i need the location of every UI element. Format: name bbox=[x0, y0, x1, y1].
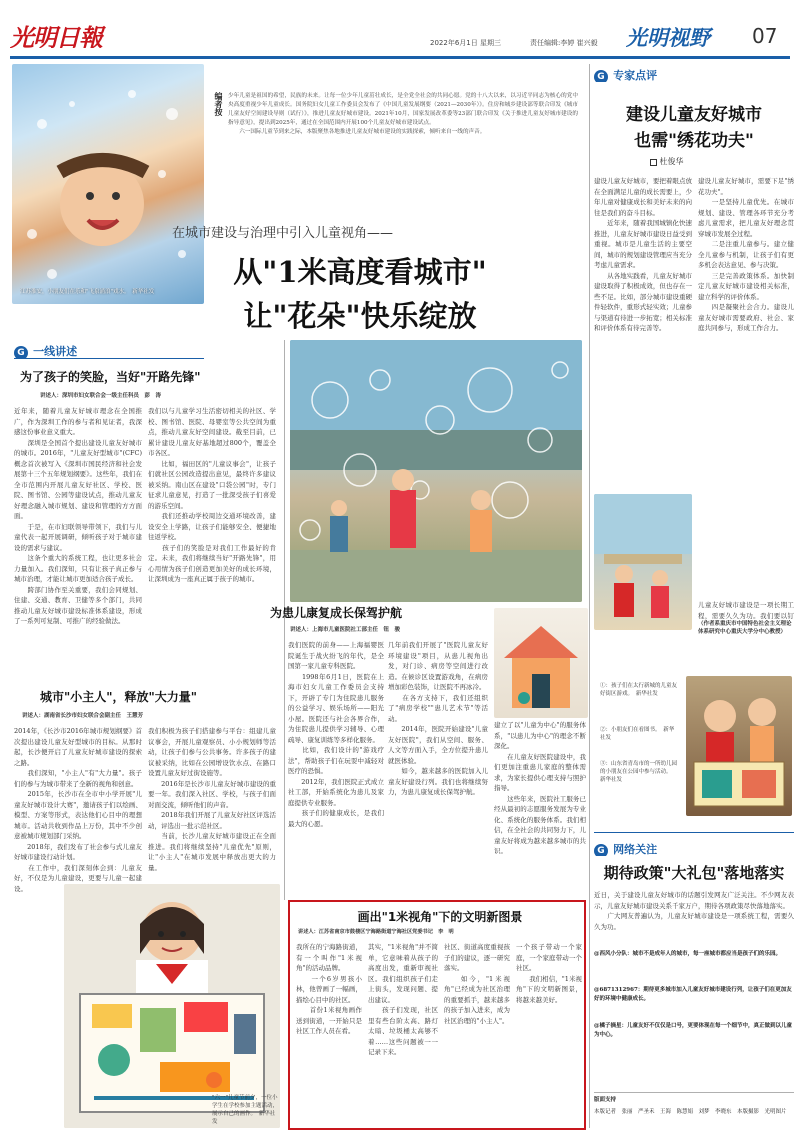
middle-article-byline: 讲述人：上海市儿童医院社工部主任 钮 骏 bbox=[290, 627, 401, 633]
middle-article-col2: 几年前我们开展了"医院儿童友好环境建设"项目，从患儿视角出发，对门诊、病房等空间进行改造。在候诊区设置游戏角，在病房增加彩色装饰，让医院不再冰冷。 在各方支持下，我们还组织了"病房学校""患儿艺术节"等活动。 2014年，医院开始建设"儿童友好医院"，我们从空间、服务、人文等方面入手，全方位提升患儿就医体验。 如今，越来越多的医院加入儿童友好建设行列。我们也将继续努力，为患儿康复成长保驾护航。 bbox=[388, 641, 488, 796]
weekday: 星期三 bbox=[479, 39, 501, 47]
newspaper-logo: 光明日報 bbox=[10, 23, 102, 48]
credits-rule bbox=[594, 1092, 794, 1093]
expert-section-title: 专家点评 bbox=[613, 69, 658, 82]
netizen-g-icon: G bbox=[594, 844, 608, 856]
netizen-body: 近日，关于建设儿童友好城市的话题引发网友广泛关注。不少网友表示，儿童友好城市建设关系千家万户，期待各项政策尽快落地落实。 广大网友普遍认为，儿童友好城市建设是一项系统工程，需要久久为功。 bbox=[594, 891, 794, 931]
middle-article-col1: 我们医院的前身——上海福婴医院诞生于战火纷飞的年代，是全国第一家儿童专科医院。 1998年6月1日，医院在上海市妇女儿童工作委员会支持下，开辟了专门为住院患儿服务的公益学习、娱乐场所——阳光小屋。医院还与社会各界合作，为住院患儿提供学习辅导、心理疏导、康复训练等多样化服务。 比如，我们设计的"游戏疗法"，帮助孩子们在玩耍中减轻对医疗的恐惧。 2012年，我们医院正式成立社工部，开始系统化为患儿及家庭提供专业服务。 孩子们的健康成长，是我们最大的心愿。 bbox=[288, 641, 384, 828]
bubbles-illustration bbox=[290, 340, 582, 602]
civilization-title: 画出"1米视角"下的文明新图景 bbox=[357, 910, 523, 924]
masthead-rule bbox=[10, 56, 790, 59]
frontline-g-icon: G bbox=[14, 346, 28, 358]
netizen-comment-3: @橘子摘星：儿童友好不仅仅是口号，更要体现在每一个细节中，真正做到以儿童为中心。 bbox=[594, 1023, 793, 1038]
expert-title-line-2: 也需"绣花功夫" bbox=[634, 131, 754, 148]
article1-col2: 我们以与儿童学习生活密切相关的社区、学校、图书馆、医院、母婴室等公共空间为重点，推动儿童友好空间建设。截至目前，已累计建设儿童友好基地超过800个，覆盖全市各区。 比如，福田区的"儿童议事会"，让孩子们就社区公园改造提出意见，最终许多建议被采纳。南山区在建设"口袋公园"时，专门征求儿童意见，打造了一批深受孩子们喜爱的游乐空间。 我们还推动学校周边交通环境改善，建设安全上学路，让孩子们能够安全、便捷地往返学校。 孩子们的笑脸是对我们工作最好的肯定。未来，我们将继续当好"开路先锋"，用心用情为孩子们创造更加美好的成长环境，让深圳成为一座真正属于孩子的城市。 bbox=[148, 407, 276, 583]
civilization-byline: 讲述人：江苏省南京市鼓楼区宁海路街道宁海社区党委书记 李 明 bbox=[298, 929, 454, 935]
kids-reading-photo bbox=[686, 676, 792, 816]
headline-kicker: 在城市建设与治理中引入儿童视角—— bbox=[172, 226, 394, 240]
expert-section-header bbox=[594, 64, 794, 82]
girl-painting-illustration bbox=[64, 884, 280, 1128]
article2-col1-continued bbox=[14, 926, 62, 1122]
kids-reading-illustration bbox=[686, 676, 792, 816]
page-number: 07 bbox=[752, 24, 778, 48]
headline-line-2: 让"花朵"快乐绽放 bbox=[243, 299, 477, 333]
expert-col3: 儿童友好城市建设是一项长期工程，需要久久为功。我们要以钉 bbox=[698, 601, 794, 620]
expert-col2: 建设儿童友好城市，需要下足"绣花功夫"。 一是坚持儿童优先。在城市规划、建设、管理各环节充分考虑儿童需求，把儿童友好理念贯穿城市发展全过程。 二是注重儿童参与。建立健全儿童参与机制，让孩子们有更多机会表达意见、参与决策。 三是完善政策体系。加快制定儿童友好城市建设相关标准，建立科学的评价体系。 四是凝聚社会合力。建设儿童友好城市需要政府、社会、家庭共同参与，形成工作合力。 bbox=[698, 177, 794, 332]
civilization-col1: 我所在的宁海路街道，有一个叫作"1米视角"的活动品牌。 一个6岁男孩小林，他曾画了一幅画，描绘心目中的社区。 首份1米视角画作送到街道，一开始只是社区工作人员在看。 bbox=[296, 943, 362, 1035]
article2-col1: 2014年，《长沙市2016年城市规划纲要》首次提出建设儿童友好型城市的目标。从那时起，长沙便开启了儿童友好城市建设的探索之路。 我们深知，"小主人"有"大力量"。孩子们的参与为城市带来了全新的视角和创意。 2015年，长沙市在全市中小学开展"儿童友好城市设计大赛"，邀请孩子们以绘画、模型、方案等形式，表达他们心目中的理想城市。活动共收到作品上万份，其中不少创意被城市规划部门采纳。 2018年，我们发布了社会参与式儿童友好城市建设行动计划。 在工作中，我们深刻体会到：儿童友好，不仅是为儿童建设，更要与儿童一起建设。 bbox=[14, 727, 142, 893]
expert-author bbox=[650, 156, 770, 168]
photo-caption-2: ②：小朋友们在看图书。 新华社发 bbox=[600, 727, 675, 741]
children-activity-photo bbox=[594, 494, 692, 630]
reading-corner-photo bbox=[494, 608, 588, 718]
photo-caption-1: ①：孩子们在太行新城的儿童友好街区游戏。 新华社发 bbox=[600, 683, 678, 697]
article2-byline: 讲述人：湖南省长沙市妇女联合会副主任 王慧芳 bbox=[22, 713, 144, 719]
expert-title-line-1: 建设儿童友好城市 bbox=[626, 105, 762, 122]
frontline-section-title: 一线讲述 bbox=[33, 345, 78, 358]
middle-article-title: 为患儿康复成长保驾护航 bbox=[270, 606, 403, 620]
article2-title: 城市"小主人"，释放"大力量" bbox=[40, 690, 198, 704]
expert-signature: （作者系重庆市中国特色社会主义理论体系研究中心重庆大学分中心教授） bbox=[698, 621, 792, 635]
date: 2022年6月1日 bbox=[430, 39, 478, 47]
editor-note-label: 编者按 bbox=[214, 92, 224, 116]
editor-note bbox=[210, 92, 580, 200]
girl-photo-caption: "六一"儿童节前夕，一位小学生在学校参加主题活动，展示自己的画作。 新华社发 bbox=[212, 1095, 278, 1125]
expert-col1: 建设儿童友好城市，要把着眼点放在全面满足儿童的成长需要上，少年儿童对健康成长和美好未来的向往是我们的奋斗目标。 近年来，随着我国城镇化快速推进，儿童友好城市建设日益受到重视。城市是儿童生活的主要空间，城市的规划建设管理应当充分考虑儿童需求。 从各地实践看，儿童友好城市建设取得了积极成效，但也存在一些不足。比如，部分城市建设重硬件轻软件，重形式轻实效；儿童参与渠道有待进一步拓宽；相关标准和评价体系有待完善等。 bbox=[594, 177, 692, 332]
civilization-col2: 其实，"1米视角"并不简单，它意味着从孩子的高度出发，重新审视社区。我们组织孩子们走上街头，发现问题、提出建议。 孩子们发现，社区里有些台阶太高、路灯太暗、垃圾桶太高够不着……这些问题被一一记录下来。 bbox=[368, 943, 438, 1056]
frontline-section-header bbox=[14, 340, 134, 358]
top-photo-caption: 江苏淮安，小朋友们在乐和"飞泉涌浪"戏水。 新华社发 bbox=[20, 289, 155, 295]
masthead bbox=[0, 0, 800, 62]
article1-title: 为了孩子的笑脸，当好"开路先锋" bbox=[20, 370, 201, 384]
civilization-box bbox=[288, 900, 586, 1130]
section-name: 光明视野 bbox=[626, 26, 710, 50]
expert-g-icon: G bbox=[594, 70, 608, 82]
credits-body: 本版记者 张丽 严圣禾 王海 陈慧娟 刘梦 李晓东 本版摄影 光明图片 bbox=[594, 1109, 787, 1115]
middle-article-col3: 建立了以"儿童为中心"的服务体系，"以患儿为中心"的理念不断深化。 在儿童友好医院建设中，我们更加注重患儿家庭的整体需求，为家长提供心理支持与照护指导。 这些年来，医院社工服务已经从最初的志愿服务发展为专业化、系统化的服务体系。我们相信，在全社会的共同努力下，儿童友好将成为越来越多城市的共识。 bbox=[494, 721, 586, 855]
netizen-title: 期待政策"大礼包"落地落实 bbox=[603, 864, 785, 882]
photo-caption-3: ③：山东省青岛市的一所幼儿园的小朋友在公园中参与活动。 新华社发 bbox=[600, 761, 678, 783]
netizen-comments bbox=[594, 950, 794, 1068]
editor-note-body: 少年儿童是祖国的希望，民族的未来。让每一位少年儿童茁壮成长，是全党全社会的共同心愿。党的十八大以来，以习近平同志为核心的党中央高度重视少年儿童成长。国务院妇女儿童工作委员会发布了《中国儿童发展纲要（2021—2030年）》。住房和城乡建设部等联合印发《城市儿童友好空间建设导则（试行）》，推进儿童友好城市建设。2021年10月，国家发展改革委等23部门联合印发《关于推进儿童友好城市建设的指导意见》，提出到2025年，通过在全国范围内开展100个儿童友好城市建设试点。 六一国际儿童节到来之际，本版聚焦各地推进儿童友好城市建设的实践探索，倾听来自一线的声音。 bbox=[228, 93, 578, 135]
netizen-rule bbox=[594, 832, 794, 833]
credits-title: 版面支持 bbox=[594, 1097, 617, 1103]
girl-with-painting-photo bbox=[64, 884, 280, 1128]
bubbles-playground-photo bbox=[290, 340, 582, 602]
reading-corner-illustration bbox=[494, 608, 588, 718]
netizen-comment-2: @6871312967：期待更多城市加入儿童友好城市建设行列，让孩子们在更加友好的环境中健康成长。 bbox=[594, 987, 792, 1002]
netizen-section-title: 网络关注 bbox=[613, 843, 658, 856]
netizen-section-header bbox=[594, 838, 794, 856]
main-headline bbox=[120, 222, 580, 342]
column-divider bbox=[589, 64, 590, 1128]
article2-col2: 我们积极为孩子们搭建参与平台：组建儿童议事会，开展儿童观察员、小小规划师等活动，让孩子们参与公共事务。许多孩子的建议被采纳，比如在公园增设饮水点、在路口设置儿童友好过街设施等。 2016年是长沙市儿童友好城市建设的重要一年。我们深入社区、学校，与孩子们面对面交流，倾听他们的声音。 2018年我们开展了儿童友好社区评选活动，评选出一批示范社区。 当前，长沙儿童友好城市建设正在全面推进。我们将继续坚持"儿童优先"原则，让"小主人"在城市发展中释放出更大的力量。 bbox=[148, 727, 276, 872]
frontline-rule bbox=[14, 358, 204, 359]
expert-author-name: 杜俊华 bbox=[659, 157, 684, 166]
children-activity-illustration bbox=[594, 494, 692, 630]
civilization-col3: 社区、街道高度重视孩子们的建议，逐一研究落实。 如今，"1米视角"已经成为社区治理的重要抓手，越来越多的孩子加入进来，成为社区治理的"小主人"。 bbox=[444, 943, 510, 1025]
civilization-col4: 一个孩子带动一个家庭，一个家庭带动一个社区。 我们相信，"1米视角"下的文明新图景，将越来越美好。 bbox=[516, 943, 582, 1004]
editor-line: 责任编辑:李婷 崔兴毅 bbox=[530, 39, 598, 47]
article1-col1: 近年来，随着儿童友好城市理念在全国推广，作为深圳工作的参与者和见证者，我深感这份事业意义重大。 深圳是全国首个提出建设儿童友好城市的城市。2016年，"儿童友好型城市"(CFC)概念首次被写入《深圳市国民经济和社会发展第十三个五年规划纲要》。这些年，我们在全市范围内开展儿童友好社区、学校、医院、图书馆、公园等建设试点，推动儿童友好理念融入城市规划、建设和管理的方方面面。 于是，在市妇联领导带领下，我们与儿童代表一起开展调研，倾听孩子对于城市建设的需求与建议。 这条个重大的系统工程，也让更多社会力量加入。我们深知，只有让孩子真正参与城市治理，才能让城市更加适合孩子成长。 跨部门协作至关重要，我们会同规划、住建、交通、教育、卫健等多个部门，共同推动儿童友好城市建设标准体系建设，形成了一系列可复制、可推广的经验做法。 bbox=[14, 407, 142, 625]
netizen-comment-1: @西风小分队：城市不是成年人的城市，每一座城市都应当是孩子们的乐园。 bbox=[594, 951, 782, 957]
author-box-icon bbox=[650, 159, 657, 166]
article1-byline: 讲述人：深圳市妇女联合会一级主任科员 彭 涛 bbox=[40, 393, 162, 399]
headline-line-1: 从"1米高度看城市" bbox=[233, 255, 487, 289]
